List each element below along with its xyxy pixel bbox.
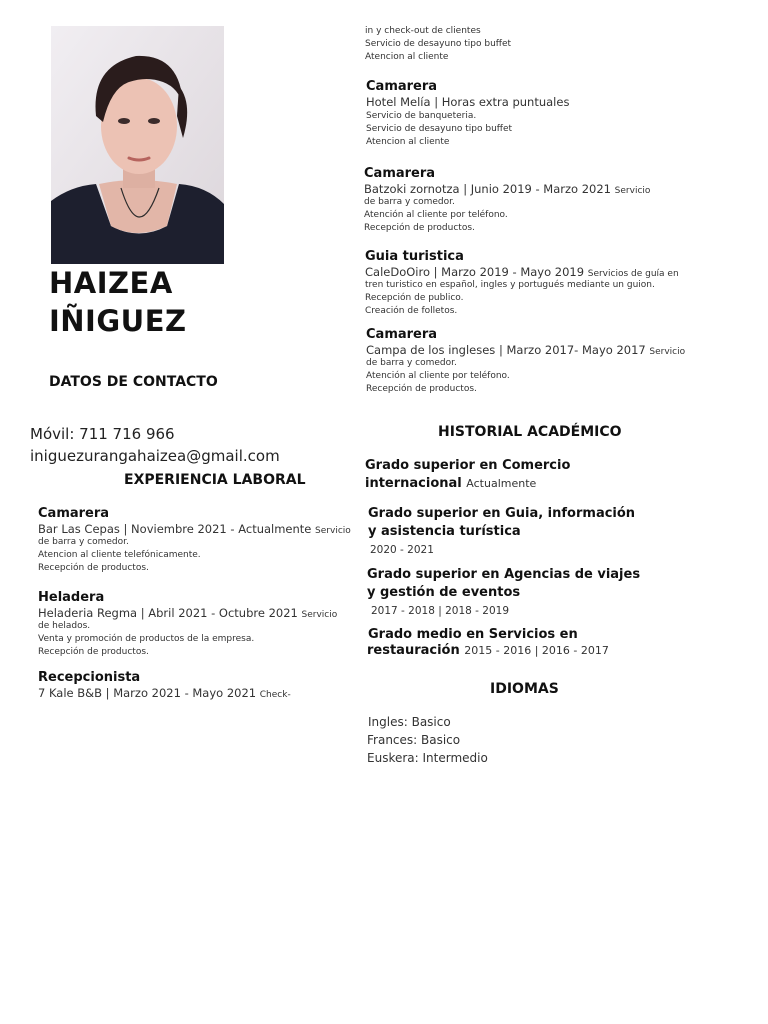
degree-title-cont: y gestión de eventos [367,585,521,600]
degree-title: Grado superior en Guia, información [368,506,636,521]
job-detail: Atencion al cliente telefónicamente. [38,550,201,560]
language-item: Euskera: Intermedio [367,751,488,765]
job-subtitle: 7 Kale B&B | Marzo 2021 - Mayo 2021 Check- [38,686,291,700]
degree-entry [368,506,635,556]
job-subtitle: Heladeria Regma | Abril 2021 - Octubre 2021 Servicio [38,606,338,620]
language-item: Ingles: Basico [368,715,451,729]
job-subtitle: CaleDoOiro | Marzo 2019 - Mayo 2019 Servicios de guía en [365,265,679,279]
job-detail: Recepción de productos. [366,384,477,394]
degree-title: Grado superior en Comercio [365,458,571,473]
first-name: HAIZEA [49,266,173,300]
job-subtitle: Batzoki zornotza | Junio 2019 - Marzo 2021 Servicio [364,182,651,196]
job-detail: de barra y comedor. [38,537,129,547]
job-entry [366,327,685,394]
language-item: Frances: Basico [367,733,461,747]
languages-heading: IDIOMAS [490,681,559,697]
job-entry [364,166,650,233]
job-detail: Atencion al cliente [366,137,450,147]
job-detail: de barra y comedor. [366,358,457,368]
job-detail: in y check-out de clientes [365,26,481,36]
job-detail: Servicio de desayuno tipo buffet [365,39,512,49]
job-subtitle: Bar Las Cepas | Noviembre 2021 - Actualmente Servicio [38,522,351,536]
degree-title: Grado medio en Servicios en [368,627,578,642]
contact-heading: DATOS DE CONTACTO [49,374,218,390]
job-continuation [365,26,511,62]
degree-years: 2020 - 2021 [370,544,434,556]
job-entry [38,506,358,573]
job-title: Camarera [366,327,438,342]
job-detail: tren turistico en español, ingles y portugués mediante un guion. [365,280,655,290]
job-detail: Atención al cliente por teléfono. [366,371,510,381]
job-title: Guia turistica [365,249,464,264]
job-entry [38,670,358,700]
job-detail: Creación de folletos. [365,306,458,316]
job-detail: Recepción de productos. [38,647,149,657]
job-detail: Servicio de banqueteria. [366,111,477,121]
job-title: Camarera [38,506,110,521]
job-title: Camarera [366,79,438,94]
degree-years: 2017 - 2018 | 2018 - 2019 [371,605,510,617]
job-detail: Atención al cliente por teléfono. [364,210,508,220]
phone-number: Móvil: 711 716 966 [30,425,175,443]
job-title: Camarera [364,166,436,181]
job-detail: Venta y promoción de productos de la empresa. [38,634,255,644]
job-detail: de helados. [38,621,91,631]
last-name: IÑIGUEZ [49,304,187,338]
email-address: iniguezurangahaizea@gmail.com [30,447,280,465]
job-title: Recepcionista [38,670,141,685]
job-entry [365,249,679,316]
job-detail: Atencion al cliente [365,52,449,62]
job-detail: Servicio de desayuno tipo buffet [366,124,513,134]
degree-entry [367,627,609,658]
degree-title-cont: restauración 2015 - 2016 | 2016 - 2017 [367,643,609,658]
job-subtitle: Campa de los ingleses | Marzo 2017- Mayo 2017 Servicio [366,343,686,357]
job-entry [38,590,358,657]
job-detail: Recepción de productos. [38,563,149,573]
degree-title: Grado superior en Agencias de viajes [367,567,641,582]
job-subtitle: Hotel Melía | Horas extra puntuales [366,95,570,109]
job-title: Heladera [38,590,105,605]
job-entry [366,79,569,147]
education-heading: HISTORIAL ACADÉMICO [438,424,622,440]
degree-title-cont: y asistencia turística [368,524,521,539]
experience-heading: EXPERIENCIA LABORAL [124,472,306,488]
job-detail: de barra y comedor. [364,197,455,207]
job-detail: Recepción de publico. [365,293,464,303]
portrait-image [51,26,224,264]
degree-title-cont: internacional Actualmente [365,476,537,491]
degree-entry [365,458,570,491]
degree-entry [367,567,640,617]
job-detail: Recepción de productos. [364,223,475,233]
profile-photo [51,26,224,264]
